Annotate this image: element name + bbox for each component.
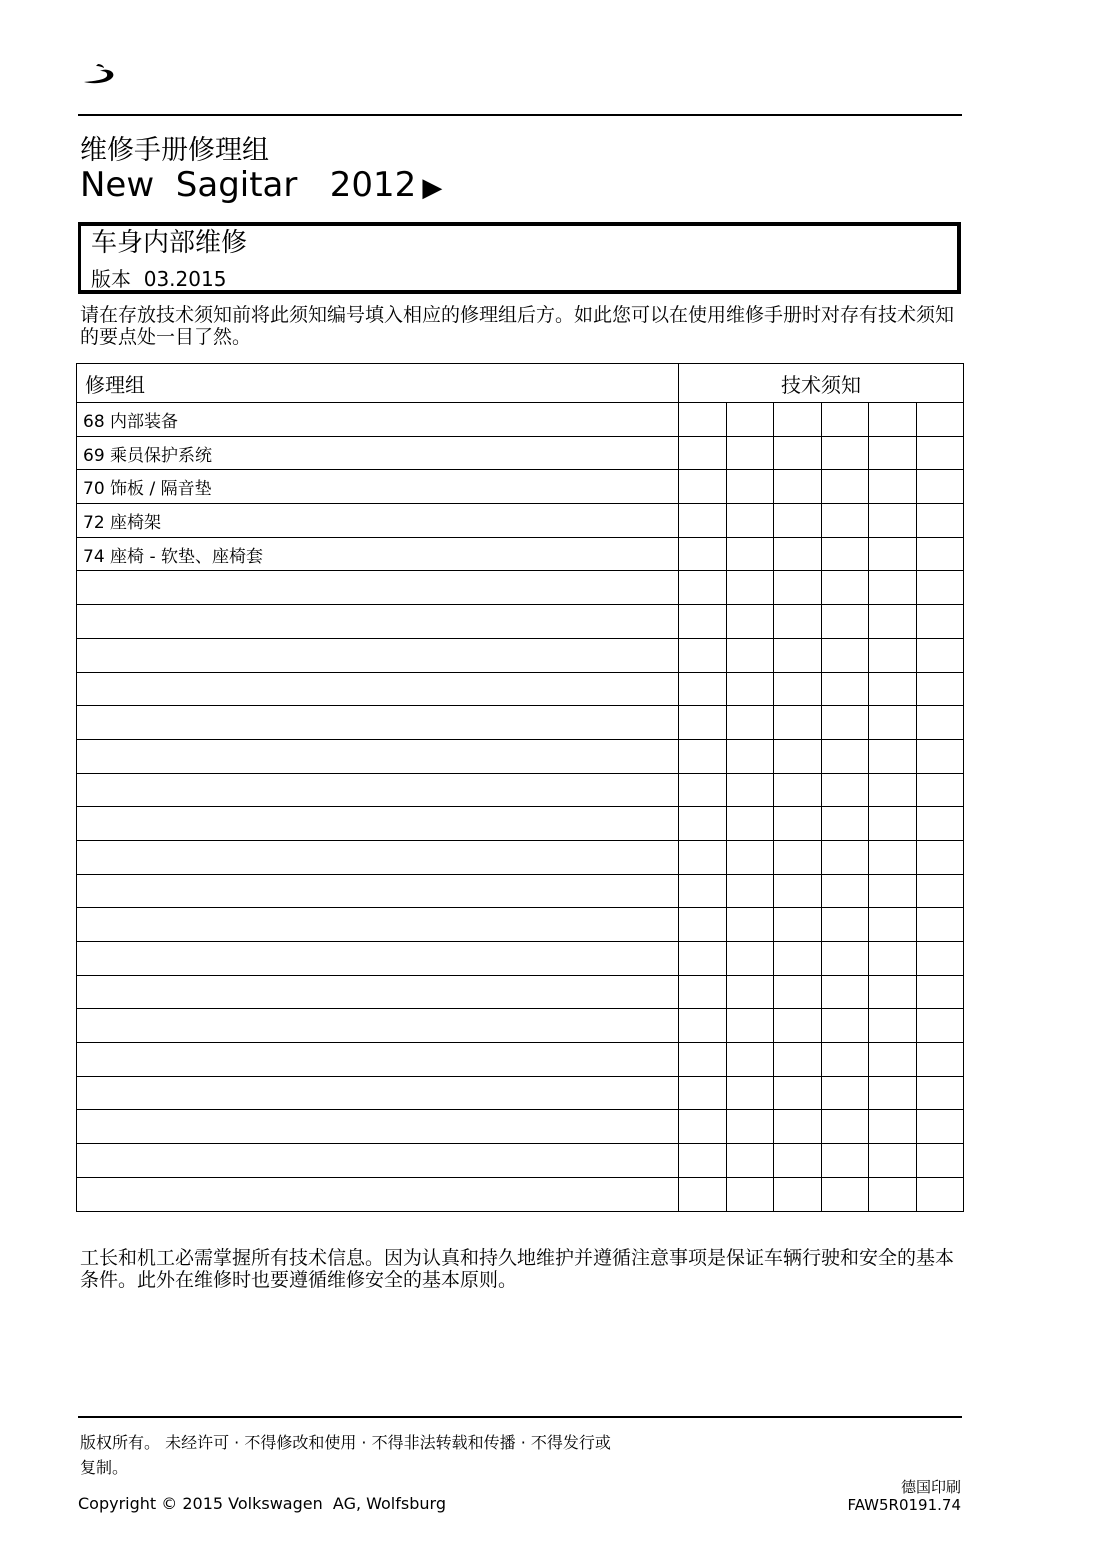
repair-group-table [76,363,964,1212]
note-number-cell[interactable] [679,638,727,672]
rights-notice: 版权所有。 未经许可 · 不得修改和使用 · 不得非法转载和传播 · 不得发行或复制。 [80,1433,611,1477]
note-number-cell[interactable] [916,975,964,1009]
table-row [77,942,964,976]
table-row [77,605,964,639]
note-number-cell[interactable] [869,504,917,538]
note-number-cell[interactable] [916,807,964,841]
note-number-cell[interactable] [821,537,869,571]
note-number-cell[interactable] [774,1043,822,1077]
note-number-cell[interactable] [774,807,822,841]
note-number-cell[interactable] [869,1076,917,1110]
note-number-cell[interactable] [869,403,917,437]
note-number-cell[interactable] [774,403,822,437]
repair-group-cell [77,807,679,841]
repair-group-cell: 74 座椅 - 软垫、座椅套 [77,537,679,571]
repair-group-cell [77,874,679,908]
repair-group-cell: 70 饰板 / 隔音垫 [77,470,679,504]
table-row [77,739,964,773]
repair-group-cell [77,672,679,706]
col-header-group: 修理组 [77,364,679,403]
note-number-cell[interactable] [679,1076,727,1110]
repair-group-cell [77,1144,679,1178]
note-number-cell[interactable] [726,1043,774,1077]
repair-group-cell [77,908,679,942]
note-number-cell[interactable] [726,975,774,1009]
note-number-cell[interactable] [869,874,917,908]
model-title [80,163,442,210]
note-number-cell[interactable] [869,672,917,706]
note-number-cell[interactable] [869,840,917,874]
note-number-cell[interactable] [916,1177,964,1211]
note-number-cell[interactable] [726,403,774,437]
note-number-cell[interactable] [774,1177,822,1211]
note-number-cell[interactable] [726,739,774,773]
section-heading: 车身内部维修 [91,228,248,258]
note-number-cell[interactable] [821,975,869,1009]
note-number-cell[interactable] [679,436,727,470]
note-number-cell[interactable] [726,874,774,908]
table-row [77,840,964,874]
note-number-cell[interactable] [679,908,727,942]
note-number-cell[interactable] [774,571,822,605]
closing-paragraph: 工长和机工必需掌握所有技术信息。因为认真和持久地维护并遵循注意事项是保证车辆行驶和安全的基本条件。此外在维修时也要遵循维修安全的基本原则。 [80,1247,955,1291]
note-number-cell[interactable] [679,773,727,807]
note-number-cell[interactable] [726,706,774,740]
table-row [77,1009,964,1043]
note-number-cell[interactable] [869,470,917,504]
note-number-cell[interactable] [726,942,774,976]
note-number-cell[interactable] [774,908,822,942]
manual-title: 维修手册修理组 [80,135,269,166]
note-number-cell[interactable] [774,537,822,571]
note-number-cell[interactable] [916,908,964,942]
note-number-cell[interactable] [821,436,869,470]
note-number-cell[interactable] [774,1009,822,1043]
note-number-cell[interactable] [821,706,869,740]
note-number-cell[interactable] [821,773,869,807]
note-number-cell[interactable] [869,436,917,470]
note-number-cell[interactable] [726,672,774,706]
note-number-cell[interactable] [679,1110,727,1144]
note-number-cell[interactable] [679,874,727,908]
note-number-cell[interactable] [916,874,964,908]
note-number-cell[interactable] [821,571,869,605]
note-number-cell[interactable] [726,537,774,571]
note-number-cell[interactable] [726,908,774,942]
note-number-cell[interactable] [774,942,822,976]
note-number-cell[interactable] [821,1110,869,1144]
table-row [77,1177,964,1211]
note-number-cell[interactable] [869,537,917,571]
note-number-cell[interactable] [679,942,727,976]
repair-group-cell: 68 内部装备 [77,403,679,437]
table-body [77,403,964,1212]
note-number-cell[interactable] [916,739,964,773]
repair-group-cell [77,1110,679,1144]
note-number-cell[interactable] [869,706,917,740]
table-row [77,638,964,672]
note-number-cell[interactable] [821,470,869,504]
note-number-cell[interactable] [726,1110,774,1144]
printed-in-label: 德国印刷 [900,1478,961,1496]
note-number-cell[interactable] [679,504,727,538]
repair-group-cell [77,1076,679,1110]
repair-group-cell [77,739,679,773]
table-row [77,537,964,571]
version-label: 版本 03.2015 [91,267,227,291]
note-number-cell[interactable] [774,975,822,1009]
repair-group-cell [77,638,679,672]
note-number-cell[interactable] [679,672,727,706]
note-number-cell[interactable] [821,1076,869,1110]
note-number-cell[interactable] [726,638,774,672]
note-number-cell[interactable] [821,908,869,942]
note-number-cell[interactable] [916,1110,964,1144]
table-row [77,1144,964,1178]
repair-group-cell [77,773,679,807]
note-number-cell[interactable] [821,739,869,773]
note-number-cell[interactable] [726,840,774,874]
section-box [78,222,961,294]
note-number-cell[interactable] [679,1177,727,1211]
note-number-cell[interactable] [916,470,964,504]
model-name: New Sagitar 2012 [80,165,417,205]
note-number-cell[interactable] [869,1144,917,1178]
note-number-cell[interactable] [679,537,727,571]
note-number-cell[interactable] [679,975,727,1009]
note-number-cell[interactable] [726,436,774,470]
note-number-cell[interactable] [774,672,822,706]
note-number-cell[interactable] [821,840,869,874]
table-header-row [77,364,964,403]
note-number-cell[interactable] [869,975,917,1009]
table-row [77,403,964,437]
note-number-cell[interactable] [679,470,727,504]
note-number-cell[interactable] [774,605,822,639]
note-number-cell[interactable] [726,773,774,807]
note-number-cell[interactable] [916,403,964,437]
note-number-cell[interactable] [726,470,774,504]
note-number-cell[interactable] [821,1144,869,1178]
note-number-cell[interactable] [821,638,869,672]
table-row [77,874,964,908]
note-number-cell[interactable] [869,605,917,639]
repair-group-cell [77,1009,679,1043]
note-number-cell[interactable] [679,739,727,773]
note-number-cell[interactable] [774,874,822,908]
note-number-cell[interactable] [916,672,964,706]
note-number-cell[interactable] [821,1043,869,1077]
note-number-cell[interactable] [774,1144,822,1178]
note-number-cell[interactable] [774,1076,822,1110]
repair-group-cell [77,1177,679,1211]
note-number-cell[interactable] [774,840,822,874]
note-number-cell[interactable] [916,1076,964,1110]
note-number-cell[interactable] [774,1110,822,1144]
note-number-cell[interactable] [821,672,869,706]
note-number-cell[interactable] [916,942,964,976]
note-number-cell[interactable] [774,739,822,773]
table-row [77,773,964,807]
copyright-line: Copyright © 2015 Volkswagen AG, Wolfsburg [78,1494,446,1513]
repair-group-cell [77,840,679,874]
repair-group-cell [77,1043,679,1077]
note-number-cell[interactable] [726,504,774,538]
note-number-cell[interactable] [774,436,822,470]
note-number-cell[interactable] [821,605,869,639]
note-number-cell[interactable] [679,1144,727,1178]
note-number-cell[interactable] [916,537,964,571]
note-number-cell[interactable] [821,1177,869,1211]
note-number-cell[interactable] [726,605,774,639]
note-number-cell[interactable] [679,706,727,740]
table-row [77,706,964,740]
repair-group-cell [77,605,679,639]
table-row [77,1076,964,1110]
note-number-cell[interactable] [821,942,869,976]
table-row [77,571,964,605]
note-number-cell[interactable] [726,1009,774,1043]
note-number-cell[interactable] [774,504,822,538]
table-row [77,807,964,841]
note-number-cell[interactable] [774,470,822,504]
note-number-cell[interactable] [726,571,774,605]
note-number-cell[interactable] [821,807,869,841]
note-number-cell[interactable] [916,504,964,538]
footer-rule [78,1416,962,1418]
note-number-cell[interactable] [774,706,822,740]
note-number-cell[interactable] [679,571,727,605]
brand-logo-icon [78,58,118,88]
note-number-cell[interactable] [869,773,917,807]
note-number-cell[interactable] [774,773,822,807]
note-number-cell[interactable] [679,605,727,639]
repair-group-cell: 69 乘员保护系统 [77,436,679,470]
note-number-cell[interactable] [821,874,869,908]
repair-group-cell [77,706,679,740]
note-number-cell[interactable] [726,807,774,841]
note-number-cell[interactable] [869,807,917,841]
col-header-notes: 技术须知 [679,364,964,403]
table-row [77,1043,964,1077]
table-row [77,436,964,470]
note-number-cell[interactable] [726,1144,774,1178]
repair-group-cell [77,571,679,605]
table-row [77,672,964,706]
note-number-cell[interactable] [774,638,822,672]
note-number-cell[interactable] [869,571,917,605]
table-row [77,1110,964,1144]
note-number-cell[interactable] [821,403,869,437]
note-number-cell[interactable] [679,840,727,874]
note-number-cell[interactable] [869,1110,917,1144]
note-number-cell[interactable] [916,706,964,740]
note-number-cell[interactable] [726,1076,774,1110]
header-rule [78,114,962,116]
note-number-cell[interactable] [821,504,869,538]
note-number-cell[interactable] [821,1009,869,1043]
note-number-cell[interactable] [869,942,917,976]
note-number-cell[interactable] [869,908,917,942]
table-row [77,504,964,538]
note-number-cell[interactable] [916,571,964,605]
note-number-cell[interactable] [916,638,964,672]
note-number-cell[interactable] [916,1144,964,1178]
note-number-cell[interactable] [916,773,964,807]
note-number-cell[interactable] [679,403,727,437]
note-number-cell[interactable] [916,605,964,639]
intro-paragraph: 请在存放技术须知前将此须知编号填入相应的修理组后方。如此您可以在使用维修手册时对存有技术须知的要点处一目了然。 [80,304,955,348]
repair-group-cell: 72 座椅架 [77,504,679,538]
note-number-cell[interactable] [869,1043,917,1077]
table-row [77,908,964,942]
note-number-cell[interactable] [916,1009,964,1043]
table-row [77,975,964,1009]
note-number-cell[interactable] [679,1043,727,1077]
note-number-cell[interactable] [916,840,964,874]
note-number-cell[interactable] [679,1009,727,1043]
note-number-cell[interactable] [869,739,917,773]
note-number-cell[interactable] [916,436,964,470]
note-number-cell[interactable] [916,1043,964,1077]
repair-group-cell [77,942,679,976]
note-number-cell[interactable] [679,807,727,841]
next-arrow-icon[interactable]: ▶ [422,173,443,203]
document-code: FAW5R0191.74 [847,1496,961,1514]
table-row [77,470,964,504]
repair-group-cell [77,975,679,1009]
note-number-cell[interactable] [869,1009,917,1043]
note-number-cell[interactable] [869,1177,917,1211]
note-number-cell[interactable] [869,638,917,672]
note-number-cell[interactable] [726,1177,774,1211]
